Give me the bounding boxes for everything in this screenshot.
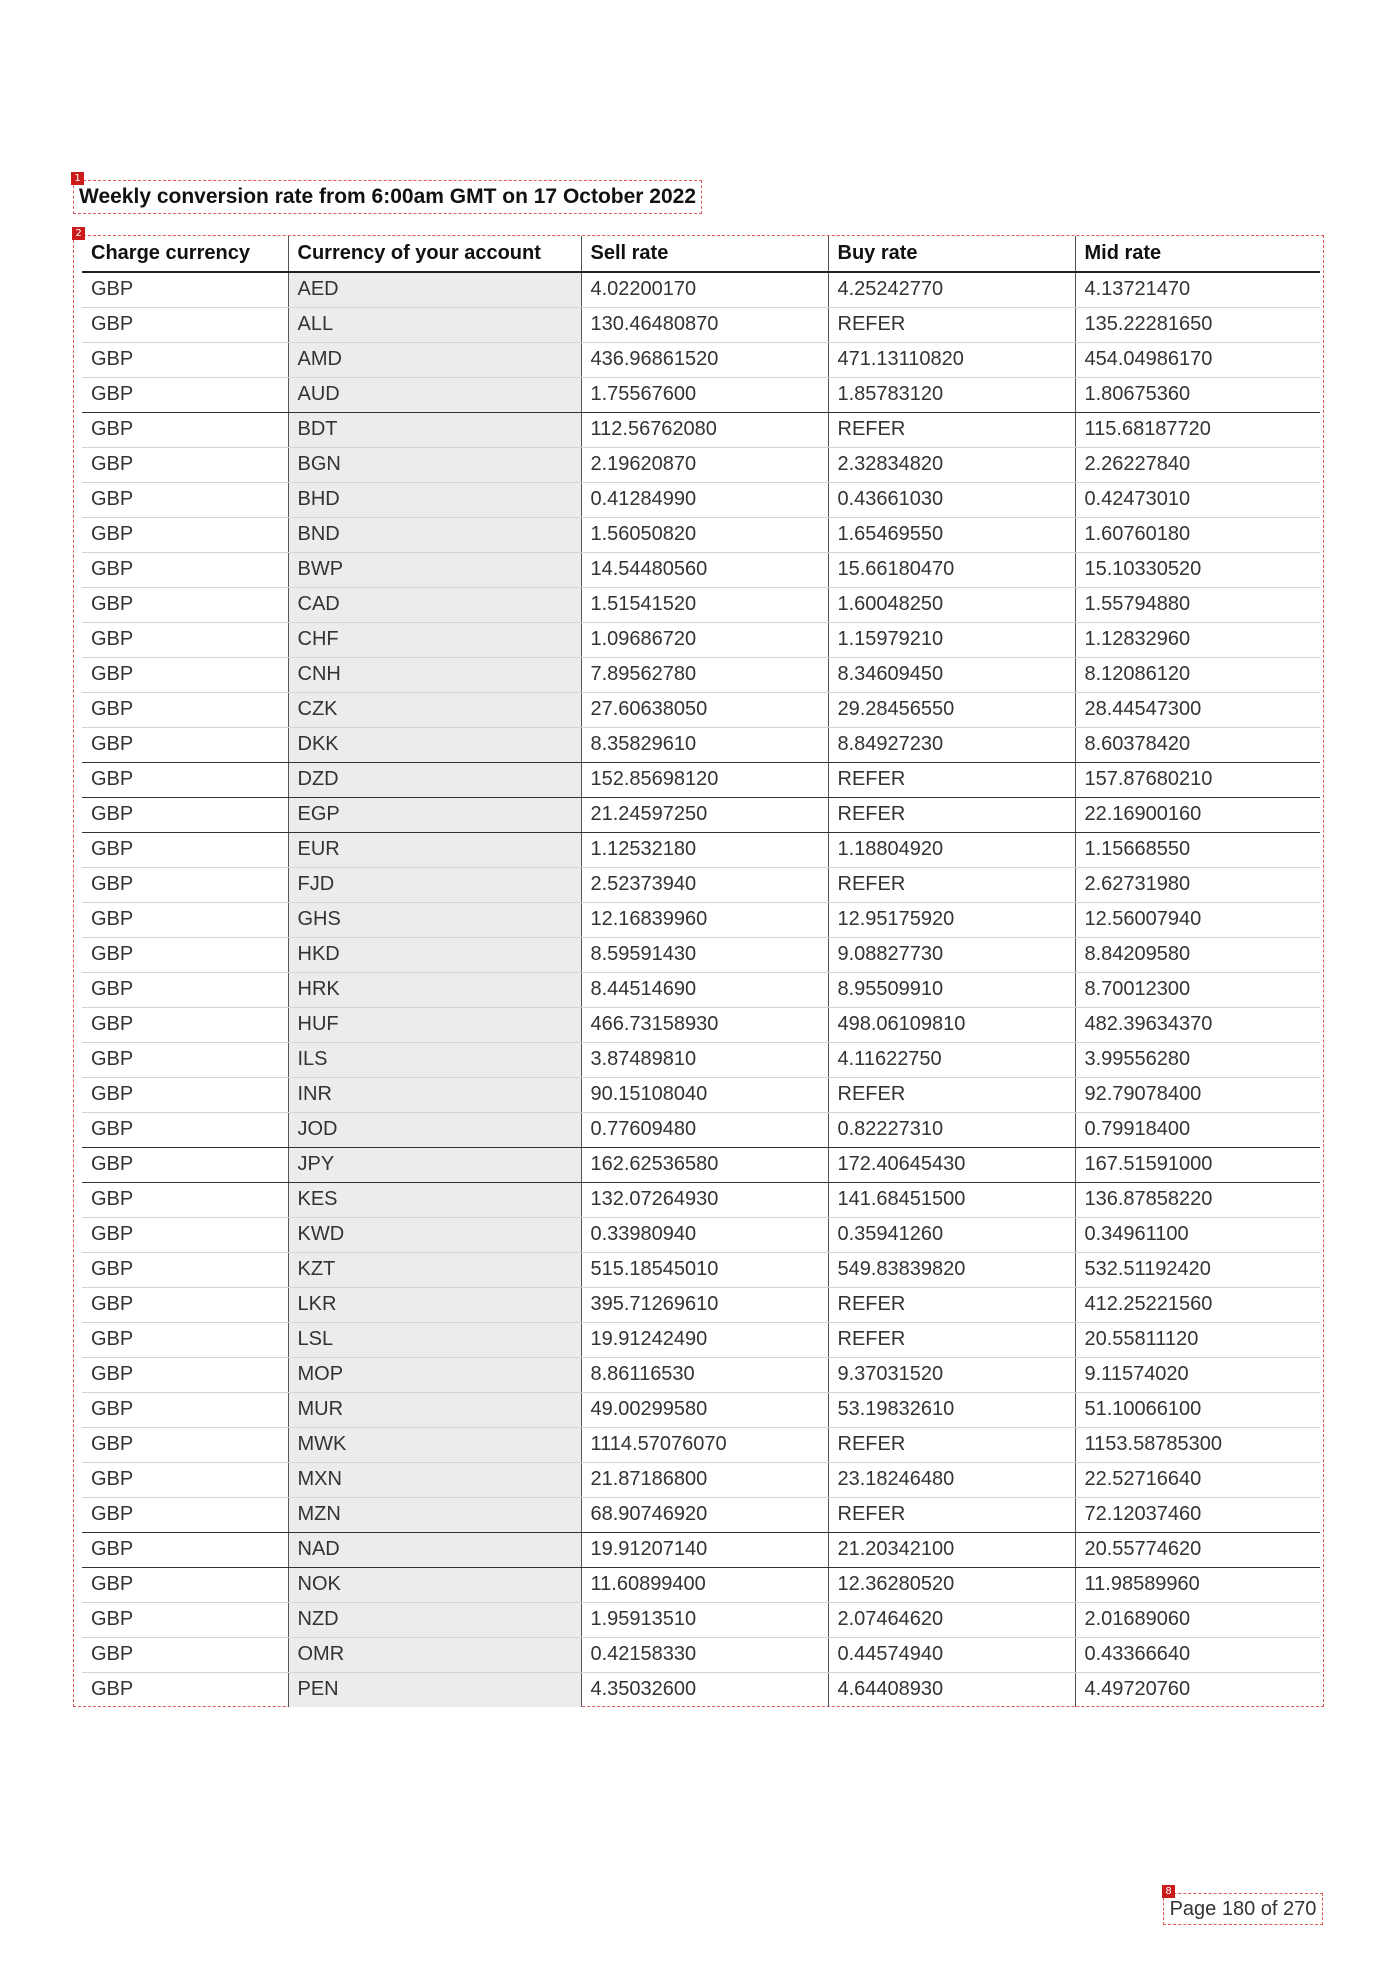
cell-mid-rate: 22.52716640	[1075, 1462, 1320, 1497]
cell-sell-rate: 0.33980940	[581, 1217, 828, 1252]
cell-buy-rate: REFER	[828, 1287, 1075, 1322]
cell-charge-currency: GBP	[82, 1602, 288, 1637]
cell-sell-rate: 112.56762080	[581, 412, 828, 447]
table-row	[82, 1637, 1320, 1672]
cell-mid-rate: 136.87858220	[1075, 1182, 1320, 1217]
cell-mid-rate: 482.39634370	[1075, 1007, 1320, 1042]
table-row	[82, 1532, 1320, 1567]
table-row	[82, 307, 1320, 342]
cell-charge-currency: GBP	[82, 342, 288, 377]
cell-buy-rate: REFER	[828, 867, 1075, 902]
cell-account-currency: AED	[288, 272, 581, 307]
cell-account-currency: MXN	[288, 1462, 581, 1497]
table-row	[82, 1182, 1320, 1217]
cell-mid-rate: 8.60378420	[1075, 727, 1320, 762]
cell-sell-rate: 0.77609480	[581, 1112, 828, 1147]
cell-account-currency: KES	[288, 1182, 581, 1217]
cell-sell-rate: 466.73158930	[581, 1007, 828, 1042]
cell-sell-rate: 2.52373940	[581, 867, 828, 902]
cell-buy-rate: 1.60048250	[828, 587, 1075, 622]
cell-account-currency: FJD	[288, 867, 581, 902]
cell-sell-rate: 1.56050820	[581, 517, 828, 552]
table-row	[82, 272, 1320, 307]
column-header-charge-currency: Charge currency	[82, 236, 288, 272]
cell-mid-rate: 135.22281650	[1075, 307, 1320, 342]
cell-sell-rate: 0.41284990	[581, 482, 828, 517]
cell-mid-rate: 8.84209580	[1075, 937, 1320, 972]
cell-buy-rate: REFER	[828, 412, 1075, 447]
cell-charge-currency: GBP	[82, 1462, 288, 1497]
cell-sell-rate: 1.95913510	[581, 1602, 828, 1637]
table-row	[82, 412, 1320, 447]
cell-buy-rate: 23.18246480	[828, 1462, 1075, 1497]
cell-sell-rate: 12.16839960	[581, 902, 828, 937]
table-row	[82, 1462, 1320, 1497]
table-row	[82, 517, 1320, 552]
table-row	[82, 832, 1320, 867]
cell-account-currency: JOD	[288, 1112, 581, 1147]
cell-buy-rate: 1.18804920	[828, 832, 1075, 867]
table-row	[82, 1077, 1320, 1112]
cell-buy-rate: 53.19832610	[828, 1392, 1075, 1427]
cell-sell-rate: 162.62536580	[581, 1147, 828, 1182]
cell-mid-rate: 92.79078400	[1075, 1077, 1320, 1112]
cell-account-currency: ILS	[288, 1042, 581, 1077]
cell-account-currency: DKK	[288, 727, 581, 762]
cell-sell-rate: 395.71269610	[581, 1287, 828, 1322]
column-header-buy-rate: Buy rate	[828, 236, 1075, 272]
cell-mid-rate: 115.68187720	[1075, 412, 1320, 447]
cell-charge-currency: GBP	[82, 517, 288, 552]
cell-mid-rate: 1153.58785300	[1075, 1427, 1320, 1462]
cell-sell-rate: 132.07264930	[581, 1182, 828, 1217]
cell-charge-currency: GBP	[82, 1112, 288, 1147]
page-number-region	[1163, 1886, 1323, 1925]
table-row	[82, 1042, 1320, 1077]
cell-mid-rate: 20.55811120	[1075, 1322, 1320, 1357]
table-row	[82, 657, 1320, 692]
table-row	[82, 1217, 1320, 1252]
cell-charge-currency: GBP	[82, 902, 288, 937]
cell-sell-rate: 1.09686720	[581, 622, 828, 657]
cell-buy-rate: 1.65469550	[828, 517, 1075, 552]
cell-charge-currency: GBP	[82, 1497, 288, 1532]
cell-sell-rate: 0.42158330	[581, 1637, 828, 1672]
region-marker: 2	[72, 227, 85, 240]
cell-buy-rate: 471.13110820	[828, 342, 1075, 377]
cell-mid-rate: 2.26227840	[1075, 447, 1320, 482]
page-title: Weekly conversion rate from 6:00am GMT on 17 October 2022	[79, 185, 697, 208]
column-header-account-currency: Currency of your account	[288, 236, 581, 272]
cell-charge-currency: GBP	[82, 377, 288, 412]
cell-charge-currency: GBP	[82, 832, 288, 867]
cell-buy-rate: 549.83839820	[828, 1252, 1075, 1287]
cell-charge-currency: GBP	[82, 1252, 288, 1287]
cell-buy-rate: 12.36280520	[828, 1567, 1075, 1602]
table-row	[82, 1602, 1320, 1637]
cell-mid-rate: 8.70012300	[1075, 972, 1320, 1007]
cell-mid-rate: 167.51591000	[1075, 1147, 1320, 1182]
table-row	[82, 797, 1320, 832]
cell-buy-rate: REFER	[828, 1427, 1075, 1462]
cell-account-currency: INR	[288, 1077, 581, 1112]
cell-sell-rate: 19.91242490	[581, 1322, 828, 1357]
cell-buy-rate: 0.82227310	[828, 1112, 1075, 1147]
cell-buy-rate: 498.06109810	[828, 1007, 1075, 1042]
cell-buy-rate: REFER	[828, 307, 1075, 342]
cell-account-currency: NZD	[288, 1602, 581, 1637]
cell-account-currency: BND	[288, 517, 581, 552]
cell-mid-rate: 1.15668550	[1075, 832, 1320, 867]
table-row	[82, 1567, 1320, 1602]
cell-account-currency: LKR	[288, 1287, 581, 1322]
table-row	[82, 587, 1320, 622]
table-row	[82, 377, 1320, 412]
cell-mid-rate: 22.16900160	[1075, 797, 1320, 832]
cell-account-currency: MUR	[288, 1392, 581, 1427]
cell-mid-rate: 0.79918400	[1075, 1112, 1320, 1147]
cell-charge-currency: GBP	[82, 657, 288, 692]
table-row	[82, 1252, 1320, 1287]
cell-account-currency: GHS	[288, 902, 581, 937]
cell-charge-currency: GBP	[82, 482, 288, 517]
cell-charge-currency: GBP	[82, 1532, 288, 1567]
cell-buy-rate: REFER	[828, 1322, 1075, 1357]
cell-sell-rate: 4.35032600	[581, 1672, 828, 1707]
cell-mid-rate: 1.60760180	[1075, 517, 1320, 552]
cell-buy-rate: 4.11622750	[828, 1042, 1075, 1077]
cell-sell-rate: 7.89562780	[581, 657, 828, 692]
cell-account-currency: JPY	[288, 1147, 581, 1182]
cell-charge-currency: GBP	[82, 1357, 288, 1392]
region-marker: 8	[1162, 1885, 1175, 1898]
cell-sell-rate: 2.19620870	[581, 447, 828, 482]
cell-sell-rate: 90.15108040	[581, 1077, 828, 1112]
cell-sell-rate: 8.86116530	[581, 1357, 828, 1392]
cell-buy-rate: 8.34609450	[828, 657, 1075, 692]
cell-charge-currency: GBP	[82, 552, 288, 587]
cell-account-currency: EUR	[288, 832, 581, 867]
cell-account-currency: PEN	[288, 1672, 581, 1707]
cell-charge-currency: GBP	[82, 622, 288, 657]
cell-buy-rate: 1.85783120	[828, 377, 1075, 412]
column-header-mid-rate: Mid rate	[1075, 236, 1320, 272]
cell-charge-currency: GBP	[82, 1007, 288, 1042]
cell-buy-rate: 2.07464620	[828, 1602, 1075, 1637]
region-marker: 1	[71, 172, 84, 185]
cell-account-currency: CAD	[288, 587, 581, 622]
table-row	[82, 1392, 1320, 1427]
cell-sell-rate: 11.60899400	[581, 1567, 828, 1602]
cell-account-currency: KWD	[288, 1217, 581, 1252]
table-row	[82, 552, 1320, 587]
cell-buy-rate: 9.08827730	[828, 937, 1075, 972]
cell-sell-rate: 130.46480870	[581, 307, 828, 342]
cell-account-currency: BDT	[288, 412, 581, 447]
cell-buy-rate: 141.68451500	[828, 1182, 1075, 1217]
cell-buy-rate: REFER	[828, 797, 1075, 832]
cell-charge-currency: GBP	[82, 1287, 288, 1322]
cell-account-currency: NOK	[288, 1567, 581, 1602]
table-row	[82, 1007, 1320, 1042]
heading-region	[73, 173, 702, 214]
cell-account-currency: BHD	[288, 482, 581, 517]
cell-buy-rate: 15.66180470	[828, 552, 1075, 587]
cell-account-currency: CNH	[288, 657, 581, 692]
cell-account-currency: OMR	[288, 1637, 581, 1672]
cell-account-currency: MOP	[288, 1357, 581, 1392]
cell-mid-rate: 1.80675360	[1075, 377, 1320, 412]
table-row	[82, 1357, 1320, 1392]
cell-account-currency: CZK	[288, 692, 581, 727]
cell-sell-rate: 8.59591430	[581, 937, 828, 972]
cell-mid-rate: 12.56007940	[1075, 902, 1320, 937]
cell-sell-rate: 436.96861520	[581, 342, 828, 377]
cell-buy-rate: REFER	[828, 1497, 1075, 1532]
cell-mid-rate: 2.01689060	[1075, 1602, 1320, 1637]
cell-buy-rate: 8.95509910	[828, 972, 1075, 1007]
conversion-rate-table	[82, 236, 1320, 1707]
cell-charge-currency: GBP	[82, 1322, 288, 1357]
cell-mid-rate: 0.42473010	[1075, 482, 1320, 517]
cell-sell-rate: 1114.57076070	[581, 1427, 828, 1462]
table-row	[82, 482, 1320, 517]
cell-mid-rate: 0.34961100	[1075, 1217, 1320, 1252]
cell-mid-rate: 1.12832960	[1075, 622, 1320, 657]
cell-buy-rate: 4.25242770	[828, 272, 1075, 307]
cell-charge-currency: GBP	[82, 1182, 288, 1217]
cell-charge-currency: GBP	[82, 447, 288, 482]
cell-mid-rate: 28.44547300	[1075, 692, 1320, 727]
cell-mid-rate: 51.10066100	[1075, 1392, 1320, 1427]
column-header-sell-rate: Sell rate	[581, 236, 828, 272]
cell-charge-currency: GBP	[82, 692, 288, 727]
cell-charge-currency: GBP	[82, 972, 288, 1007]
cell-charge-currency: GBP	[82, 1637, 288, 1672]
cell-charge-currency: GBP	[91, 1678, 134, 1701]
cell-buy-rate: 172.40645430	[828, 1147, 1075, 1182]
cell-buy-rate: 0.35941260	[828, 1217, 1075, 1252]
cell-mid-rate: 3.99556280	[1075, 1042, 1320, 1077]
cell-mid-rate: 532.51192420	[1075, 1252, 1320, 1287]
table-row	[82, 1497, 1320, 1532]
cell-charge-currency: GBP	[82, 1077, 288, 1112]
cell-buy-rate: 1.15979210	[828, 622, 1075, 657]
cell-buy-rate: 9.37031520	[828, 1357, 1075, 1392]
table-body	[82, 272, 1320, 1707]
cell-mid-rate: 9.11574020	[1075, 1357, 1320, 1392]
cell-account-currency: HRK	[288, 972, 581, 1007]
table-row	[82, 622, 1320, 657]
cell-mid-rate: 4.49720760	[1075, 1672, 1320, 1707]
cell-mid-rate: 20.55774620	[1075, 1532, 1320, 1567]
cell-buy-rate: 4.64408930	[828, 1672, 1075, 1707]
cell-mid-rate: 0.43366640	[1075, 1637, 1320, 1672]
table-row	[82, 342, 1320, 377]
cell-charge-currency: GBP	[82, 1567, 288, 1602]
cell-buy-rate: 12.95175920	[828, 902, 1075, 937]
cell-sell-rate: 49.00299580	[581, 1392, 828, 1427]
cell-buy-rate: 0.44574940	[828, 1637, 1075, 1672]
cell-mid-rate: 454.04986170	[1075, 342, 1320, 377]
cell-account-currency: HKD	[288, 937, 581, 972]
table-row	[82, 447, 1320, 482]
cell-sell-rate: 68.90746920	[581, 1497, 828, 1532]
cell-sell-rate: 1.75567600	[581, 377, 828, 412]
table-row	[82, 867, 1320, 902]
cell-buy-rate: 8.84927230	[828, 727, 1075, 762]
cell-buy-rate: 21.20342100	[828, 1532, 1075, 1567]
cell-charge-currency: GBP	[82, 307, 288, 342]
cell-charge-currency: GBP	[82, 937, 288, 972]
table-row	[82, 762, 1320, 797]
cell-sell-rate: 21.24597250	[581, 797, 828, 832]
cell-sell-rate: 1.51541520	[581, 587, 828, 622]
cell-buy-rate: 2.32834820	[828, 447, 1075, 482]
cell-buy-rate: 0.43661030	[828, 482, 1075, 517]
table-region	[73, 228, 1324, 1707]
cell-charge-currency: GBP	[82, 1217, 288, 1252]
cell-mid-rate: 72.12037460	[1075, 1497, 1320, 1532]
table-row	[82, 1322, 1320, 1357]
cell-buy-rate: REFER	[828, 1077, 1075, 1112]
cell-account-currency: BWP	[288, 552, 581, 587]
cell-mid-rate: 15.10330520	[1075, 552, 1320, 587]
cell-account-currency: MWK	[288, 1427, 581, 1462]
cell-sell-rate: 19.91207140	[581, 1532, 828, 1567]
cell-charge-currency: GBP	[82, 1427, 288, 1462]
cell-buy-rate: REFER	[828, 762, 1075, 797]
cell-sell-rate: 8.44514690	[581, 972, 828, 1007]
table-row	[82, 937, 1320, 972]
cell-charge-currency: GBP	[82, 727, 288, 762]
cell-account-currency: BGN	[288, 447, 581, 482]
cell-sell-rate: 3.87489810	[581, 1042, 828, 1077]
cell-account-currency: LSL	[288, 1322, 581, 1357]
table-row	[82, 692, 1320, 727]
table-row	[82, 1147, 1320, 1182]
cell-charge-currency: GBP	[82, 797, 288, 832]
cell-charge-currency: GBP	[82, 1042, 288, 1077]
cell-charge-currency: GBP	[82, 1392, 288, 1427]
cell-sell-rate: 4.02200170	[581, 272, 828, 307]
table-row	[82, 727, 1320, 762]
cell-account-currency: HUF	[288, 1007, 581, 1042]
cell-sell-rate: 21.87186800	[581, 1462, 828, 1497]
cell-account-currency: MZN	[288, 1497, 581, 1532]
cell-sell-rate: 8.35829610	[581, 727, 828, 762]
cell-mid-rate: 157.87680210	[1075, 762, 1320, 797]
cell-sell-rate: 14.54480560	[581, 552, 828, 587]
cell-mid-rate: 4.13721470	[1075, 272, 1320, 307]
cell-mid-rate: 412.25221560	[1075, 1287, 1320, 1322]
cell-account-currency: EGP	[288, 797, 581, 832]
cell-account-currency: KZT	[288, 1252, 581, 1287]
cell-account-currency: CHF	[288, 622, 581, 657]
table-header-row	[82, 236, 1320, 272]
cell-mid-rate: 8.12086120	[1075, 657, 1320, 692]
cell-charge-currency: GBP	[82, 587, 288, 622]
cell-account-currency: AUD	[288, 377, 581, 412]
cell-charge-currency: GBP	[82, 272, 288, 307]
cell-mid-rate: 2.62731980	[1075, 867, 1320, 902]
cell-charge-currency: GBP	[82, 412, 288, 447]
table-row	[82, 1672, 1320, 1707]
table-row	[82, 902, 1320, 937]
table-row	[82, 1112, 1320, 1147]
cell-account-currency: NAD	[288, 1532, 581, 1567]
cell-buy-rate: 29.28456550	[828, 692, 1075, 727]
cell-sell-rate: 27.60638050	[581, 692, 828, 727]
table-row	[82, 972, 1320, 1007]
cell-charge-currency: GBP	[82, 867, 288, 902]
cell-sell-rate: 152.85698120	[581, 762, 828, 797]
cell-account-currency: AMD	[288, 342, 581, 377]
table-row	[82, 1287, 1320, 1322]
cell-charge-currency: GBP	[82, 762, 288, 797]
cell-charge-currency: GBP	[82, 1147, 288, 1182]
cell-account-currency: ALL	[288, 307, 581, 342]
cell-sell-rate: 1.12532180	[581, 832, 828, 867]
cell-mid-rate: 1.55794880	[1075, 587, 1320, 622]
cell-account-currency: DZD	[288, 762, 581, 797]
table-row	[82, 1427, 1320, 1462]
cell-mid-rate: 11.98589960	[1075, 1567, 1320, 1602]
cell-sell-rate: 515.18545010	[581, 1252, 828, 1287]
page-number: Page 180 of 270	[1169, 1897, 1317, 1920]
